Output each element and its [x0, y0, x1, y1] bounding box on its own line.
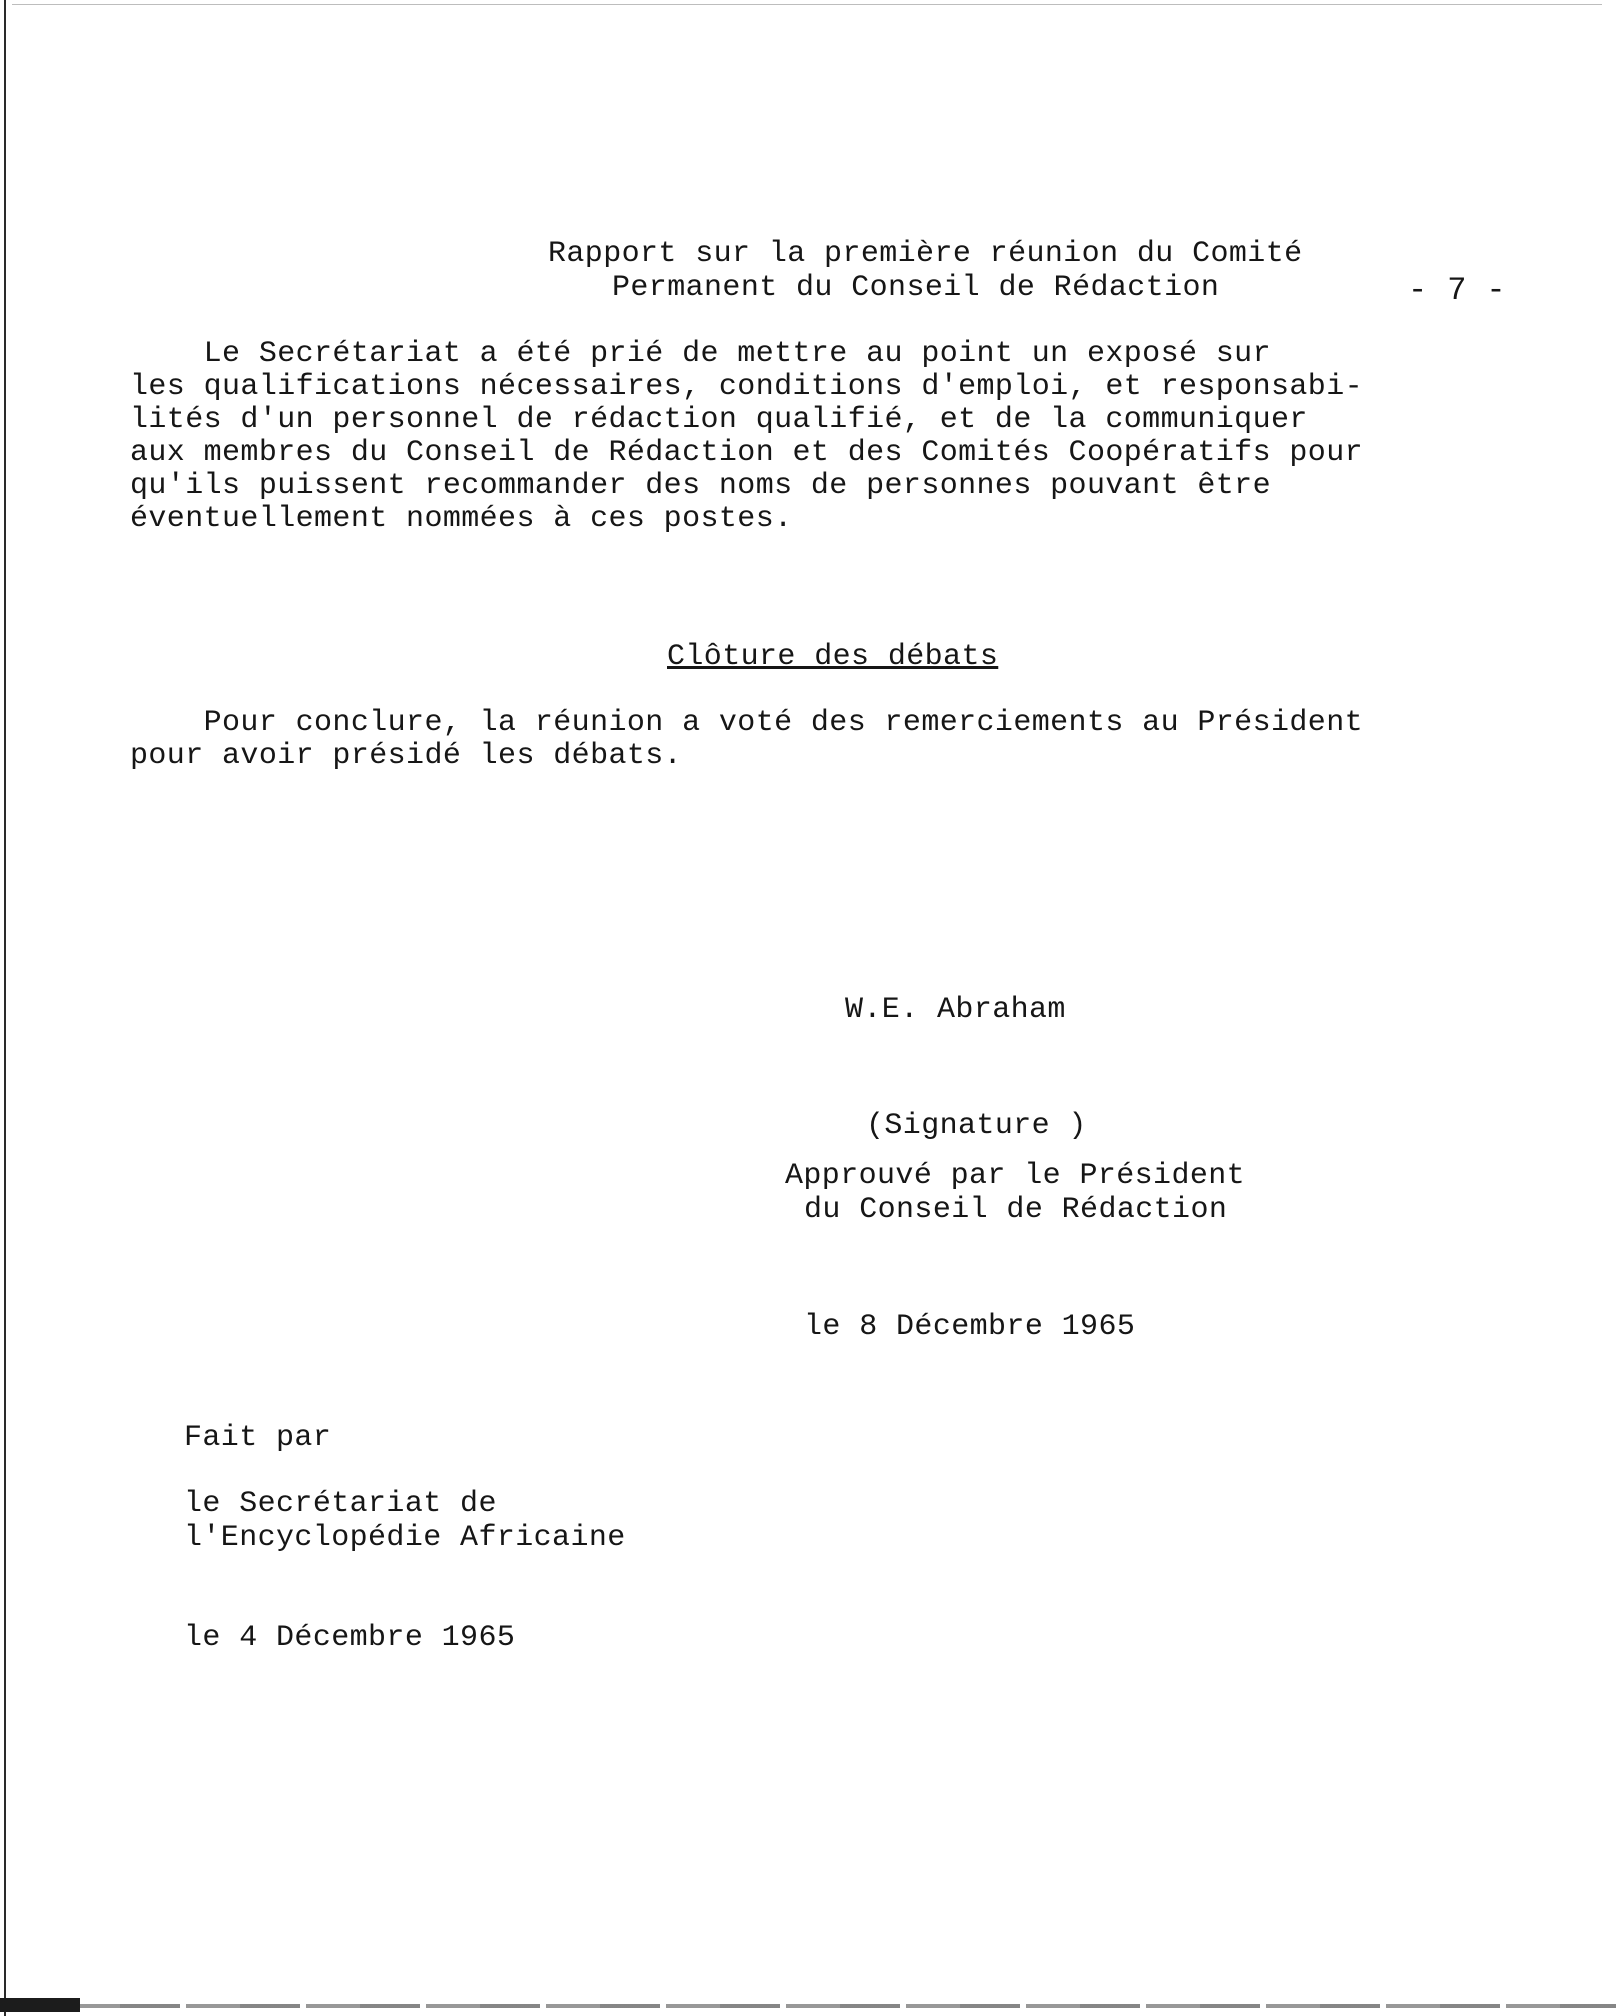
paragraph-secretariat — [130, 338, 1363, 536]
page-number: - 7 - — [1408, 272, 1507, 309]
approval-line1: Approuvé par le Président — [785, 1159, 1246, 1193]
scan-edge-left — [4, 0, 6, 2016]
paragraph-line: éventuellement nommées à ces postes. — [130, 502, 793, 536]
paragraph-line: qu'ils puissent recommander des noms de personnes pouvant être — [130, 469, 1271, 503]
secretariat-line1: le Secrétariat de — [184, 1487, 497, 1521]
paragraph-line: les qualifications nécessaires, conditions d'emploi, et responsabi- — [130, 370, 1363, 404]
approval-line2: du Conseil de Rédaction — [804, 1193, 1228, 1227]
paragraph-line: pour avoir présidé les débats. — [130, 739, 683, 773]
paragraph-line: aux membres du Conseil de Rédaction et des Comités Coopératifs pour — [130, 436, 1363, 470]
approval-date: le 8 Décembre 1965 — [804, 1310, 1136, 1344]
signature-label: (Signature ) — [866, 1109, 1087, 1143]
made-by-label: Fait par — [184, 1421, 332, 1455]
section-heading: Clôture des débats — [667, 640, 999, 674]
paragraph-line: lités d'un personnel de rédaction qualifié, et de la communiquer — [130, 403, 1308, 437]
paragraph-conclusion — [130, 707, 1363, 773]
scan-corner — [0, 1998, 80, 2012]
signatory-name: W.E. Abraham — [845, 993, 1066, 1027]
report-title-line2: Permanent du Conseil de Rédaction — [612, 271, 1220, 305]
secretariat-line2: l'Encyclopédie Africaine — [184, 1521, 626, 1555]
scan-edge-bottom — [0, 2004, 1616, 2008]
scan-edge-top — [12, 4, 1602, 5]
paragraph-line: Pour conclure, la réunion a voté des remerciements au Président — [130, 706, 1363, 740]
document-date: le 4 Décembre 1965 — [184, 1621, 516, 1655]
paragraph-line: Le Secrétariat a été prié de mettre au point un exposé sur — [130, 337, 1271, 371]
report-title-line1: Rapport sur la première réunion du Comité — [548, 237, 1303, 271]
